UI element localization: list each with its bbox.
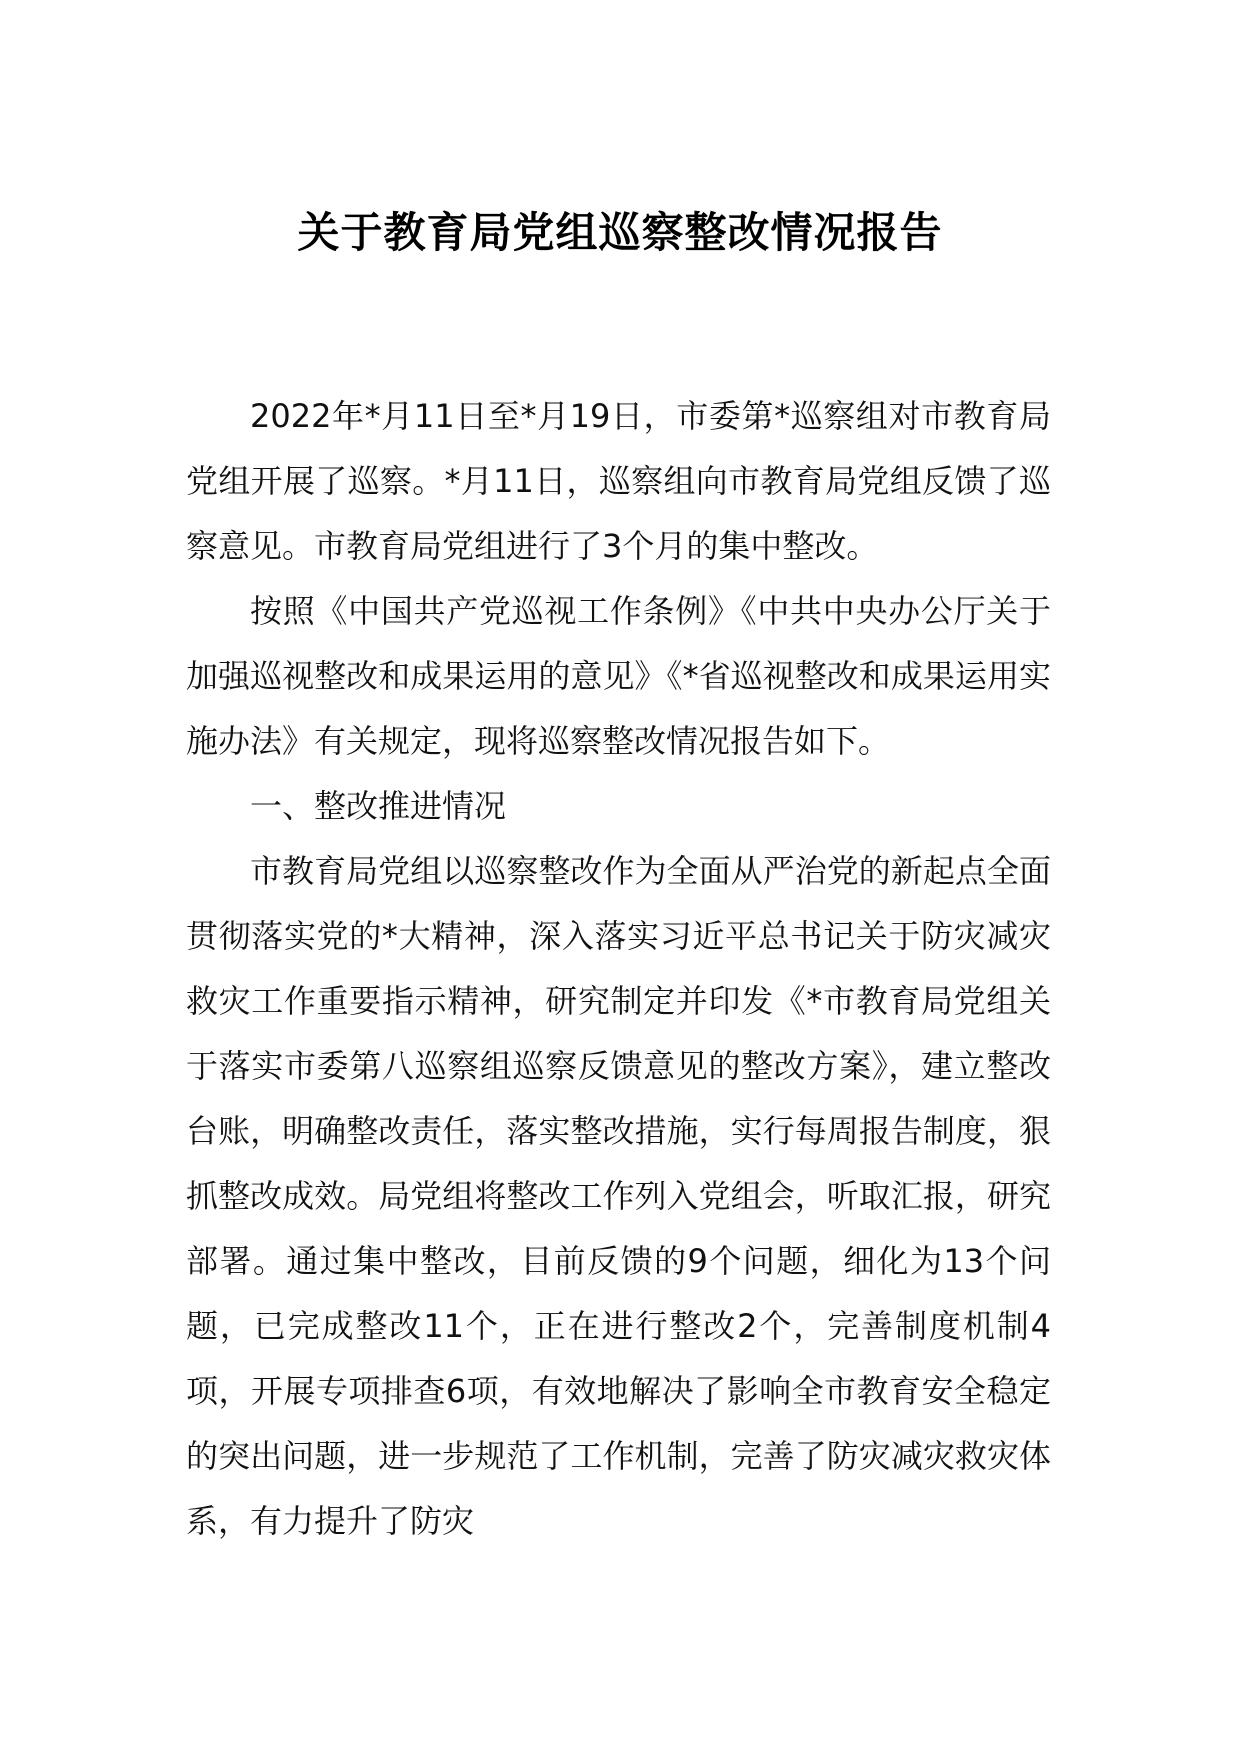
section-heading-1: 一、整改推进情况 <box>250 787 507 825</box>
paragraph-intro: 2022年*月11日至*月19日，市委第*巡察组对市教育局党组开展了巡察。*月11日，巡察组向市教育局党组反馈了巡察意见。市教育局党组进行了3个月的集中整改。 <box>186 397 1051 565</box>
paragraph-basis: 按照《中国共产党巡视工作条例》《中共中央办公厅关于加强巡视整改和成果运用的意见》《*省巡视整改和成果运用实施办法》有关规定，现将巡察整改情况报告如下。 <box>186 592 1051 760</box>
document-title: 关于教育局党组巡察整改情况报告 <box>297 208 943 257</box>
document-body <box>186 384 1051 1554</box>
paragraph-progress: 市教育局党组以巡察整改作为全面从严治党的新起点全面贯彻落实党的*大精神，深入落实习近平总书记关于防灾减灾救灾工作重要指示精神，研究制定并印发《*市教育局党组关于落实市委第八巡察组巡察反馈意见的整改方案》，建立整改台账，明确整改责任，落实整改措施，实行每周报告制度，狠抓整改成效。局党组将整改工作列入党组会，听取汇报，研究部署。通过集中整改，目前反馈的9个问题，细化为13个问题，已完成整改11个，正在进行整改2个，完善制度机制4项，开展专项排查6项，有效地解决了影响全市教育安全稳定的突出问题，进一步规范了工作机制，完善了防灾减灾救灾体系，有力提升了防灾 <box>186 852 1051 1540</box>
